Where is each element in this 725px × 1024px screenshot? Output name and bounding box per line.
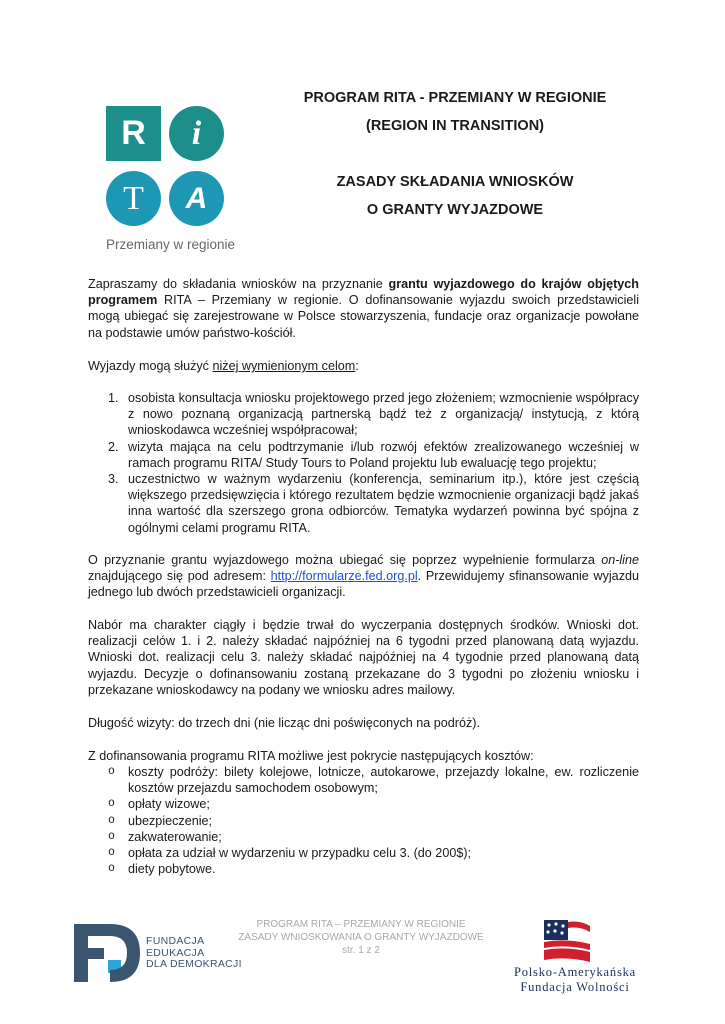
fed-name-line: EDUKACJA: [146, 946, 205, 959]
rules-title: ZASADY SKŁADANIA WNIOSKÓW: [336, 174, 574, 190]
application-paragraph: [88, 552, 639, 601]
apply-text-1: O przyznanie grantu wyjazdowego można ubiegać się poprzez wypełnienie formularza: [88, 553, 602, 567]
goals-lead: [88, 358, 639, 374]
goal-item: [88, 390, 639, 439]
cost-item: o zakwaterowanie;: [88, 829, 639, 845]
duration-paragraph: Długość wizyty: do trzech dni (nie licząc dni poświęconych na podróż).: [88, 716, 480, 730]
footer-center: [236, 918, 486, 957]
goals-prefix: Wyjazdy mogą służyć: [88, 359, 213, 373]
goals-suffix: :: [355, 359, 359, 373]
pafw-flag-icon: [540, 918, 592, 964]
page-number: str. 1 z 2: [342, 945, 380, 956]
goal-number: 2.: [108, 439, 119, 454]
goals-list: [88, 390, 639, 536]
form-link[interactable]: http://formularze.fed.org.pl: [270, 569, 418, 584]
cost-item: o opłata za udział w wydarzeniu w przypadku celu 3. (do 200$);: [88, 845, 639, 861]
intro-text-1: Zapraszamy do składania wniosków na przyznanie: [88, 277, 389, 291]
goal-text: uczestnictwo w ważnym wydarzeniu (konferencja, seminarium itp.), które jest częścią większego przedsięwzięcia i którego rezultatem będzie wzmocnienie organizacji bądź jakaś inna wartość dla szerszego grona odbiorców. Tematyka wydarzeń powinna być spójna z ogólnymi celami programu RITA.: [128, 472, 639, 535]
apply-text-2: znajdującego się pod adresem:: [88, 569, 271, 584]
costs-intro: Z dofinansowania programu RITA możliwe jest pokrycie następujących kosztów:: [88, 749, 534, 763]
fed-name-line: FUNDACJA: [146, 935, 205, 947]
cost-item: o koszty podróży: bilety kolejowe, lotnicze, autokarowe, przejazdy lokalne, ew. rozliczenie kosztów przejazdu samochodem osobowym;: [88, 764, 639, 796]
footer-program: PROGRAM RITA – PRZEMIANY W REGIONIE: [256, 919, 466, 930]
goals-underlined: niżej wymienionym celom: [212, 359, 356, 373]
cost-item: o opłaty wizowe;: [88, 796, 639, 812]
costs-list: [88, 764, 639, 877]
program-title: PROGRAM RITA - PRZEMIANY W REGIONIE: [303, 90, 607, 106]
goal-text: wizyta mająca na celu podtrzymanie i/lub rozwój efektów zrealizowanego wcześniej w ramach programu RITA/ Study Tours to Poland projektu lub ewaluację tego projektu;: [128, 439, 639, 470]
recruitment-paragraph: Nabór ma charakter ciągły i będzie trwał do wyczerpania dostępnych środków. Wnioski dot. realizacji celów 1. i 2. należy składać najpóźniej na 6 tygodni przed planowaną datą wyjazdu. Wnioski dot. realizacji celu 3. należy składać najpóźniej na 4 tygodnie przed planowaną datą wyjazdu. Decyzje o dofinansowaniu zostaną przekazane do 3 tygodni po złożeniu wniosku i przekazane wnioskodawcy na podany we wniosku adres mailowy.: [88, 618, 639, 697]
logo-tile-t: T: [106, 171, 161, 226]
footer-doc-title: ZASADY WNIOSKOWANIA O GRANTY WYJAZDOWE: [238, 932, 484, 943]
intro-bold: grantu wyjazdowego do krajów objętych programem: [88, 277, 639, 308]
goal-item: [88, 439, 639, 471]
intro-paragraph: [88, 276, 639, 341]
rules-subtitle: O GRANTY WYJAZDOWE: [366, 202, 544, 218]
cost-item: o diety pobytowe.: [88, 861, 639, 877]
cost-item: o ubezpieczenie;: [88, 813, 639, 829]
apply-italic: on-line: [601, 553, 639, 567]
fed-name: [146, 936, 242, 971]
pafw-name-line: Fundacja Wolności: [520, 979, 630, 994]
apply-text-3: . Przewidujemy sfinansowanie wyjazdu jednego lub dwóch przedstawicieli organizacji.: [88, 569, 639, 600]
goal-text: osobista konsultacja wniosku projektowego przed jego złożeniem; wzmocnienie współpracy z nowo poznaną organizacją partnerską bądź też z organizacją/ instytucją, z którą wnioskodawca wcześniej współpracował;: [128, 391, 639, 438]
intro-text-2: RITA – Przemiany w regionie. O dofinansowanie wyjazdu swoich przedstawicieli mogą ubiegać się zarejestrowane w Polsce stowarzyszenia, fundacje oraz organizacje powołane na podstawie umów państwo-kościół.: [88, 293, 639, 340]
logo-tile-i: i: [169, 106, 224, 161]
goal-number: 3.: [108, 472, 119, 487]
program-subtitle: (REGION IN TRANSITION): [365, 118, 545, 134]
pafw-name-line: Polsko-Amerykańska: [513, 965, 637, 979]
goal-item: [88, 471, 639, 536]
fed-logo-icon: [72, 918, 142, 986]
goal-number: 1.: [108, 391, 119, 405]
logo-tile-a: A: [169, 171, 224, 226]
logo-tile-r: R: [106, 106, 161, 161]
pafw-name: [480, 965, 670, 994]
fed-name-line: DLA DEMOKRACJI: [146, 958, 242, 970]
logo-subtitle: Przemiany w regionie: [106, 237, 236, 252]
